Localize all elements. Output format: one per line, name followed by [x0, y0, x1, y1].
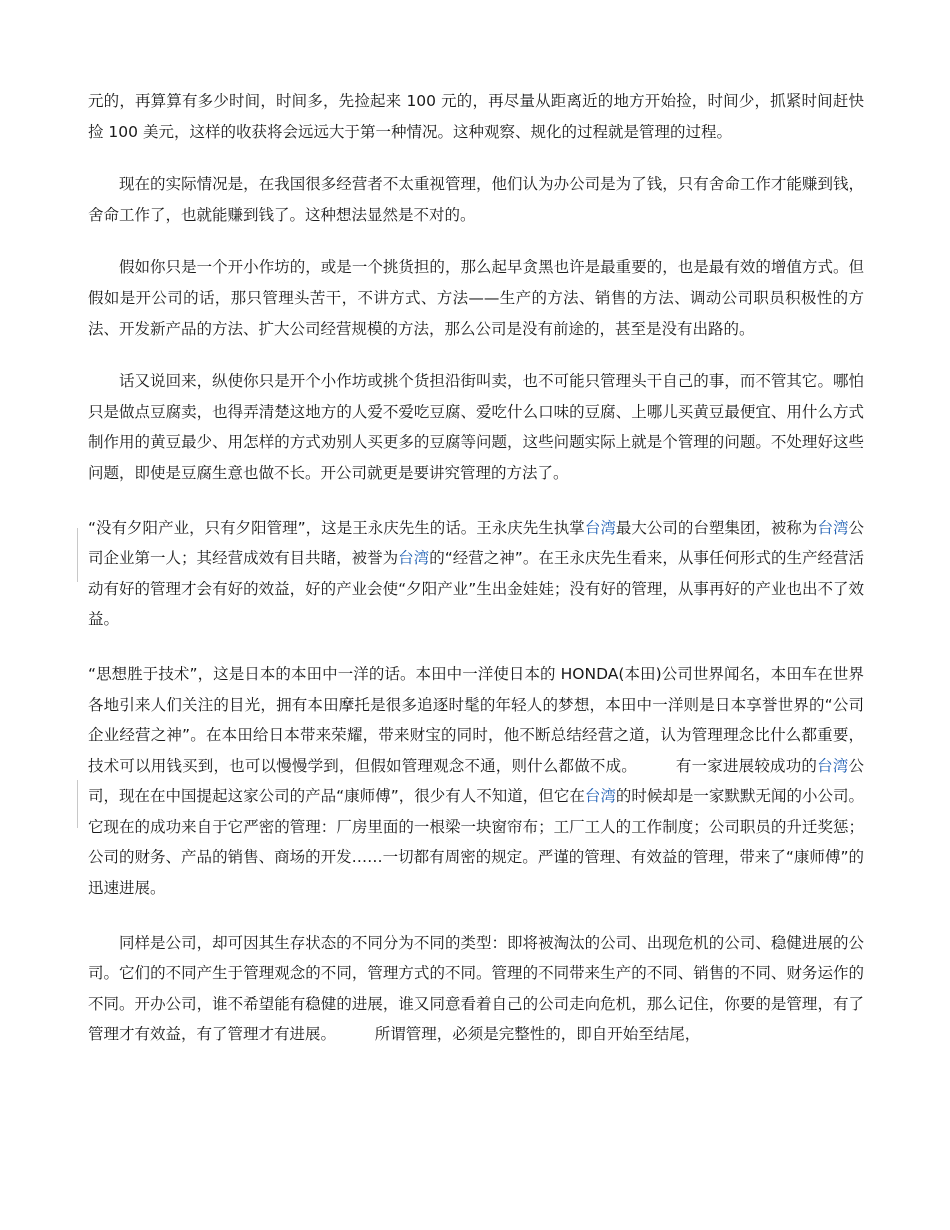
text-segment: “思想胜于技术”，这是日本的本田中一洋的话。本田中一洋使日本的 HONDA(本田)公司世界闻名，本田车在世界各地引来人们关注的目光，拥有本田摩托是很多追逐时髦的年轻人的梦想，本田中一洋则是日本享誉世界的“公司企业经营之神”。在本田给日本带来荣耀，带来财宝的同时，他不断总结经营之道，认为管理理念比什么都重要，技术可以用钱买到，也可以慢慢学到，但假如管理观念不通，则什么都做不成。	[88, 664, 864, 775]
taiwan-link[interactable]: 台湾	[398, 549, 430, 568]
paragraph-1: 元的，再算算有多少时间，时间多，先捡起来 100 元的，再尽量从距离近的地方开始捡，时间少，抓紧时间赶快捡 100 美元，这样的收获将会远远大于第一种情况。这种观察、规化的过程就是管理的过程。	[88, 92, 864, 141]
text-segment: 公司企业第一人；其经营成效有目共睹，被誉为	[88, 518, 864, 568]
taiwan-link[interactable]: 台湾	[817, 518, 849, 537]
paragraph-4: 话又说回来，纵使你只是开个小作坊或挑个货担沿街叫卖，也不可能只管理头干自己的事，而不管其它。哪怕只是做点豆腐卖，也得弄清楚这地方的人爱不爱吃豆腐、爱吃什么口味的豆腐、上哪儿买黄豆最便宜、用什么方式制作用的黄豆最少、用怎样的方式劝别人买更多的豆腐等问题，这些问题实际上就是个管理的问题。不处理好这些问题，即使是豆腐生意也做不长。开公司就更是要讲究管理的方法了。	[88, 372, 864, 482]
paragraph-7	[88, 928, 864, 1050]
taiwan-link[interactable]: 台湾	[584, 518, 616, 537]
text-segment: 有一家进展较成功的	[675, 756, 818, 775]
change-bar-mark	[77, 780, 78, 828]
paragraph-2: 现在的实际情况是，在我国很多经营者不太重视管理，他们认为办公司是为了钱，只有舍命工作才能赚到钱，舍命工作了，也就能赚到钱了。这种想法显然是不对的。	[88, 175, 864, 224]
text-segment: “没有夕阳产业，只有夕阳管理”，这是王永庆先生的话。王永庆先生执掌	[88, 518, 585, 537]
taiwan-link[interactable]: 台湾	[817, 756, 849, 775]
paragraph-3: 假如你只是一个开小作坊的，或是一个挑货担的，那么起早贪黑也许是最重要的，也是最有效的增值方式。但假如是开公司的话，那只管理头苦干，不讲方式、方法——生产的方法、销售的方法、调动公司职员积极性的方法、开发新产品的方法、扩大公司经营规模的方法，那么公司是没有前途的，甚至是没有出路的。	[88, 258, 864, 338]
text-segment: 的“经营之神”。在王永庆先生看来，从事任何形式的生产经营活动有好的管理才会有好的效益，好的产业会使“夕阳产业”生出金娃娃；没有好的管理，从事再好的产业也出不了效益。	[88, 549, 864, 629]
text-segment: 公司，现在在中国提起这家公司的产品“康师傅”，很少有人不知道，但它在	[88, 756, 864, 806]
text-segment: 最大公司的台塑集团，被称为	[615, 518, 818, 537]
text-segment: 同样是公司，却可因其生存状态的不同分为不同的类型：即将被淘汰的公司、出现危机的公司、稳健进展的公司。它们的不同产生于管理观念的不同，管理方式的不同。管理的不同带来生产的不同、销售的不同、财务运作的不同。开办公司，谁不希望能有稳健的进展，谁又同意看着自己的公司走向危机，那么记住，你要的是管理，有了管理才有效益，有了管理才有进展。	[88, 933, 864, 1044]
taiwan-link[interactable]: 台湾	[584, 787, 616, 806]
paragraph-5	[88, 513, 864, 635]
change-bar-mark	[77, 528, 78, 582]
paragraph-6	[88, 659, 864, 904]
text-segment: 所谓管理，必须是完整性的，即自开始至结尾，	[374, 1025, 701, 1044]
document-page	[88, 86, 864, 1050]
text-segment: 的时候却是一家默默无闻的小公司。它现在的成功来自于它严密的管理：厂房里面的一根梁一块窗帘布；工厂工人的工作制度；公司职员的升迁奖惩；公司的财务、产品的销售、商场的开发……一切都有周密的规定。严谨的管理、有效益的管理，带来了“康师傅”的迅速进展。	[88, 787, 864, 898]
